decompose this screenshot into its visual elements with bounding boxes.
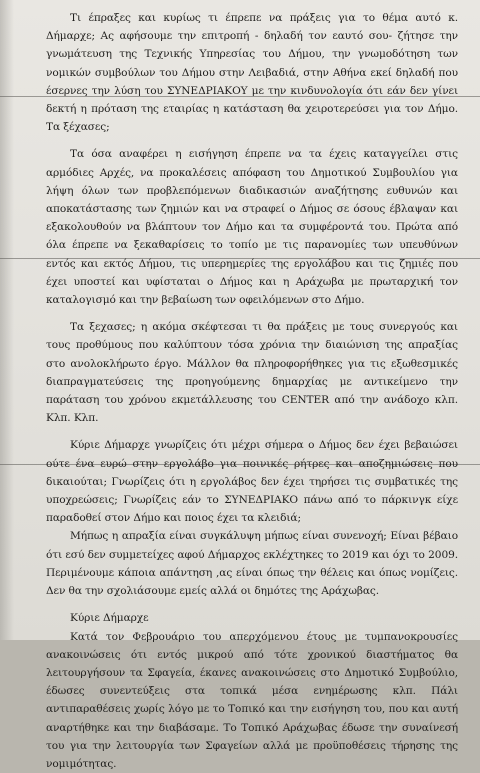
paragraph: Τι έπραξες και κυρίως τι έπρεπε να πράξεις για το θέμα αυτό κ. Δήμαρχε; Ας αφήσουμε την επιτροπή - δηλαδή τον εαυτό σου- ζήτησε την γνωμάτευση της Τεχνικής Υπηρεσίας του Δήμου, την γνωμοδότηση των νομικών συμβούλων του Δήμου στην Λειβαδιά, στην Αθήνα εκεί δηλαδή που έσερνες την λύση του ΣΥΝΕΔΡΙΑΚΟΥ με την κινδυνολογία ότι εάν δεν γίνει δεκτή η πρόταση της εταιρίας η κατάσταση θα χειροτερεύσει για τον Δήμο. Τα ξέχασες; xyxy=(46,9,458,136)
document-body xyxy=(46,9,458,773)
salutation: Κύριε Δήμαρχε xyxy=(46,609,458,627)
paragraph: Κύριε Δήμαρχε γνωρίζεις ότι μέχρι σήμερα ο Δήμος δεν έχει βεβαιώσει ούτε ένα ευρώ στην εργολάβο για ποινικές ρήτρες και αποζημιώσεις που δικαιούται; Γνωρίζεις ότι η εργολάβος δεν έχει τηρήσει τις συμβατικές της υποχρεώσεις; Γνωρίζεις εάν το ΣΥΝΕΔΡΙΑΚΟ πάνω από το πάρκινγκ είχε παραδοθεί στον Δήμο και ποιος έχει τα κλειδιά; xyxy=(46,436,458,527)
paragraph: Κατά τον Φεβρουάριο του απερχόμενου έτους με τυμπανοκρουσίες ανακοινώσεις ότι εντός μικρού από τότε χρονικού διαστήματος θα λειτουργήσουν τα Σφαγεία, έκανες ανακοινώσεις στο Δημοτικό Συμβούλιο, έδωσες συνεντεύξεις στα τοπικά μέσα ενημέρωσης κλπ. Πάλι αντιπαραθέσεις χωρίς λόγο με το Τοπικό και την εισήγηση του, που και αυτή αναρτήθηκε και την διαβάσαμε. Το Τοπικό Αράχωβας έδωσε την συναίνεσή του για την λειτουργία των Σφαγείων αλλά με προϋποθέσεις τήρησης της νομιμότητας. xyxy=(46,628,458,773)
paragraph: Τα ξεχασες; η ακόμα σκέφτεσαι τι θα πράξεις με τους συνεργούς και τους προθύμους που καλύπτουν τόσα χρόνια την διαιώνιση της απραξίας στο ανολοκλήρωτο έργο. Μάλλον θα πληροφορήθηκες για τις εξωθεσμικές διαπραγματεύσεις της προηγούμενης δημαρχίας με αντικείμενο την παράταση του χρόνου εκμετάλλευσης του CENTER από την ανάδοχο κλπ. Κλπ. Κλπ. xyxy=(46,318,458,427)
paragraph: Τα όσα αναφέρει η εισήγηση έπρεπε να τα έχεις καταγγείλει στις αρμόδιες Αρχές, να προκαλέσεις απόφαση του Δημοτικού Συμβουλίου για λήψη όλων των προβλεπόμενων διαδικασιών αναζήτησης ευθυνών και αποκατάστασης των ζημιών και να στραφεί ο Δήμος σε όσους έβλαψαν και εξακολουθούν να βλάπτουν τον Δήμο και τα συμφέροντά του. Πρώτα από όλα έπρεπε να ξεκαθαρίσεις το τοπίο με τις παρανομίες των υπευθύνων εντός και εκτός Δήμου, τις υπερημερίες της εργολάβου και τις ζημιές που έχει υποστεί και υφίσταται ο Δήμος και η Αράχωβα με πρωταρχική τον καταλογισμό και την βεβαίωση των οφειλόμενων στο Δήμο. xyxy=(46,145,458,309)
paragraph: Μήπως η απραξία είναι συγκάλυψη μήπως είναι συνενοχή; Είναι βέβαιο ότι εσύ δεν συμμετείχες αφού Δήμαρχος εκλέχτηκες το 2019 και όχι το 2009. Περιμένουμε κάποια απάντηση ,ας είναι όπως την θέλεις και όπως νομίζεις. Δεν θα την σχολιάσουμε εμείς αλλά οι δημότες της Αράχωβας. xyxy=(46,527,458,600)
